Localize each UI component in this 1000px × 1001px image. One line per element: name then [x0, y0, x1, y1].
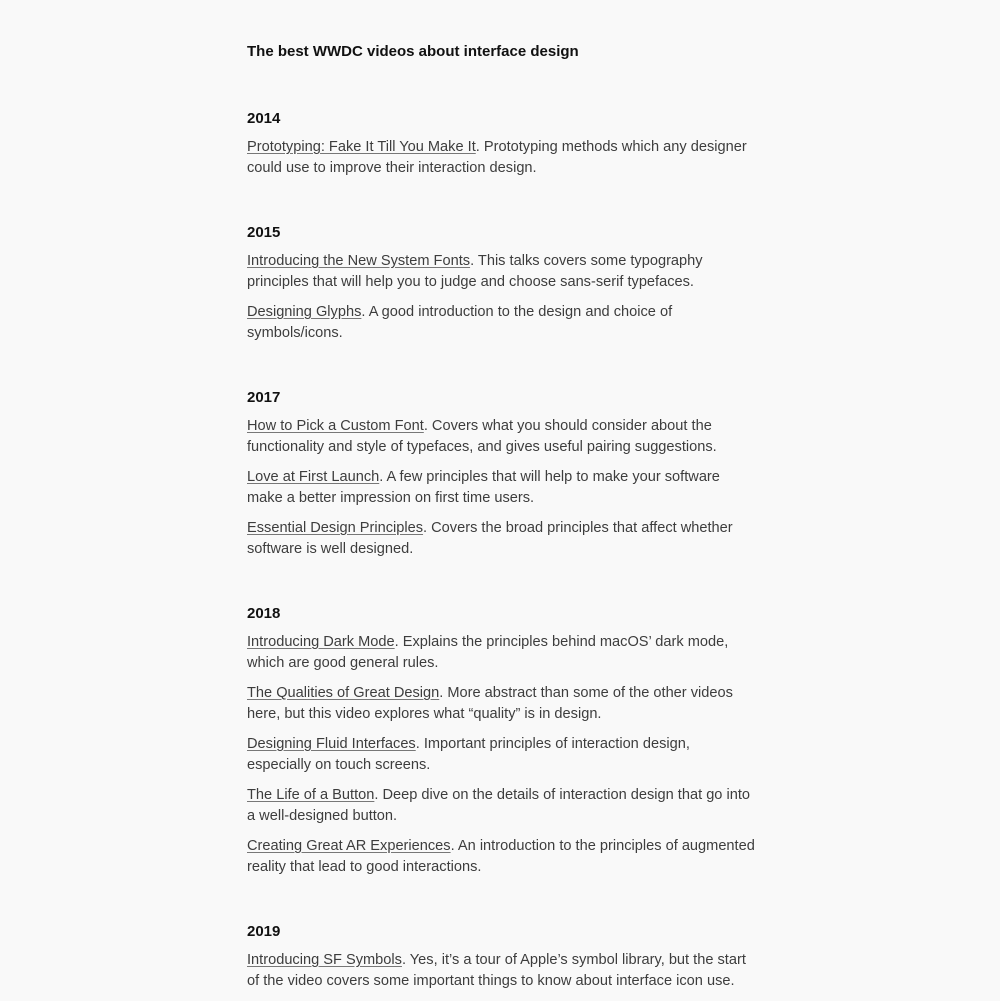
list-item: [247, 518, 757, 560]
video-description: . Explains the principles behind macOS’ dark mode, which are good general rules.: [247, 634, 729, 671]
article: [247, 40, 757, 1001]
video-link[interactable]: Designing Fluid Interfaces: [247, 736, 416, 752]
video-description: . Yes, it’s a tour of Apple’s symbol library, but the start of the video covers some important things to know about interface icon use.: [247, 952, 746, 989]
list-item: [247, 950, 757, 992]
list-item: [247, 632, 757, 674]
video-link[interactable]: Designing Glyphs: [247, 304, 362, 320]
video-description: . Prototyping methods which any designer could use to improve their interaction design.: [247, 139, 747, 176]
year-section-2019: [247, 920, 757, 992]
video-link[interactable]: Prototyping: Fake It Till You Make It: [247, 139, 476, 155]
list-item: [247, 251, 757, 293]
video-description: . Covers the broad principles that affect whether software is well designed.: [247, 520, 733, 557]
page-title: The best WWDC videos about interface design: [247, 43, 579, 60]
year-heading: 2017: [247, 389, 281, 406]
video-link[interactable]: Introducing Dark Mode: [247, 634, 395, 650]
year-heading: 2014: [247, 110, 281, 127]
video-description: . This talks covers some typography principles that will help you to judge and choose sans-serif typefaces.: [247, 253, 703, 290]
year-section-2014: [247, 107, 757, 179]
list-item: [247, 416, 757, 458]
video-description: . Important principles of interaction design, especially on touch screens.: [247, 736, 690, 773]
list-item: [247, 734, 757, 776]
year-section-2017: [247, 386, 757, 560]
video-description: . A good introduction to the design and choice of symbols/icons.: [247, 304, 673, 341]
video-link[interactable]: Introducing SF Symbols: [247, 952, 402, 968]
video-link[interactable]: Essential Design Principles: [247, 520, 424, 536]
video-description: . More abstract than some of the other videos here, but this video explores what “quality” is in design.: [247, 685, 733, 722]
video-description: . Covers what you should consider about the functionality and style of typefaces, and gives useful pairing suggestions.: [247, 418, 717, 455]
year-heading: 2015: [247, 224, 281, 241]
year-section-2018: [247, 602, 757, 878]
video-link[interactable]: Introducing the New System Fonts: [247, 253, 471, 269]
list-item: [247, 683, 757, 725]
list-item: [247, 836, 757, 878]
video-link[interactable]: How to Pick a Custom Font: [247, 418, 424, 434]
video-link[interactable]: Love at First Launch: [247, 469, 380, 485]
video-link[interactable]: The Qualities of Great Design: [247, 685, 440, 701]
list-item: [247, 302, 757, 344]
list-item: [247, 785, 757, 827]
year-section-2015: [247, 221, 757, 344]
list-item: [247, 467, 757, 509]
video-link[interactable]: The Life of a Button: [247, 787, 375, 803]
video-link[interactable]: Creating Great AR Experiences: [247, 838, 451, 854]
video-description: . An introduction to the principles of augmented reality that lead to good interactions.: [247, 838, 755, 875]
video-description: . Deep dive on the details of interaction design that go into a well-designed button.: [247, 787, 751, 824]
list-item: [247, 137, 757, 179]
video-description: . A few principles that will help to make your software make a better impression on first time users.: [247, 469, 720, 506]
year-heading: 2019: [247, 923, 281, 940]
year-heading: 2018: [247, 605, 281, 622]
